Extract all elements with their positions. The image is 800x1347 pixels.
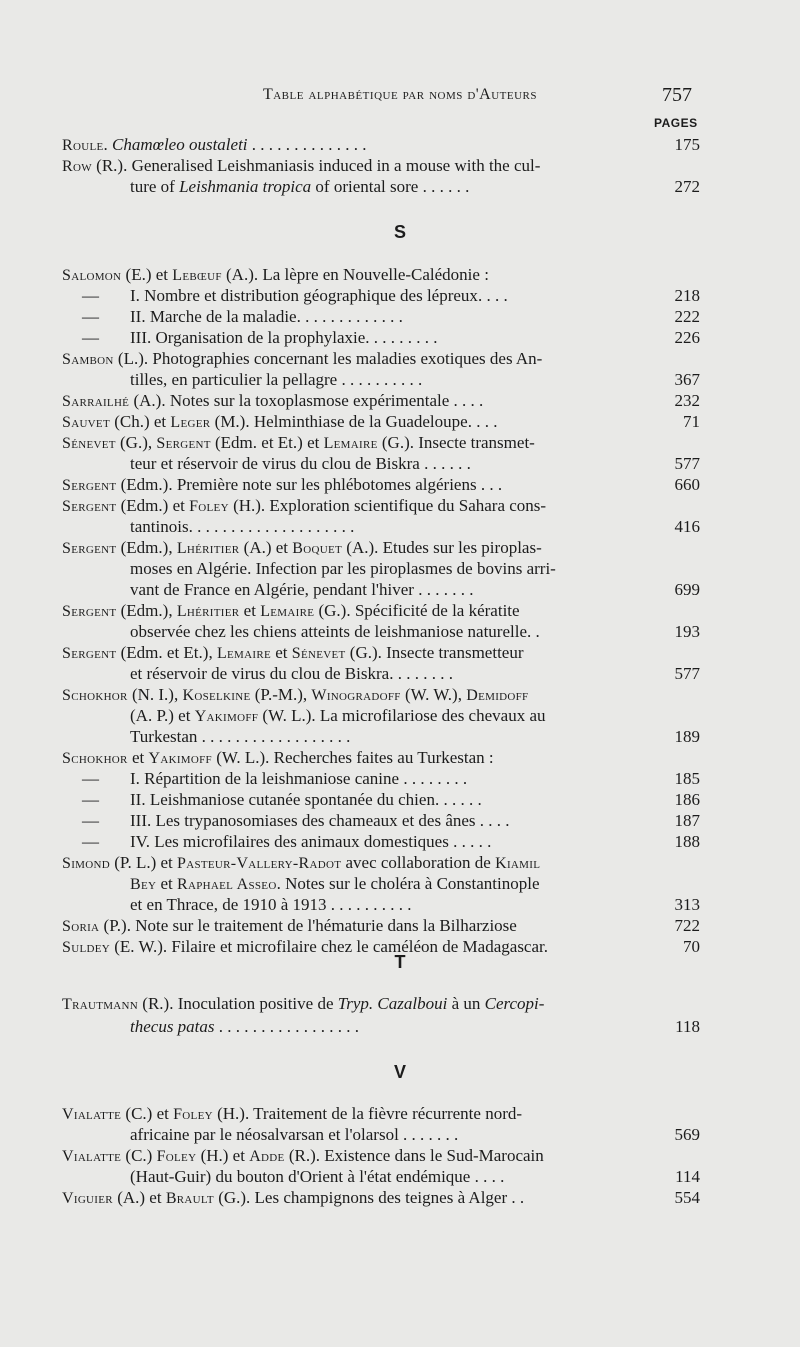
page-ref: 185 [674, 769, 700, 788]
entry-text: (A.). La lèpre en Nouvelle-Calédonie : [221, 265, 489, 284]
entry-text: (W. L.). La microfilariose des chevaux au [258, 706, 546, 725]
sub-entry: — I. Répartition de la leishmaniose canine . . . . . . . . 185 [82, 769, 700, 788]
index-entry-vialatte-1 [62, 1103, 700, 1124]
author-name: Bey [130, 876, 157, 893]
entry-text: (Edm.) et [116, 496, 190, 515]
entry-text: (C.) et [121, 1104, 174, 1123]
author-name: Pasteur-Vallery-Radot [177, 855, 342, 872]
author-name: Trautmann [62, 996, 139, 1013]
entry-text: (H.). Exploration scientifique du Sahara cons- [228, 496, 547, 515]
index-entry-sergent-3-cont [130, 558, 700, 579]
author-name: Lemaire [216, 645, 271, 662]
entry-text: (Edm.), [116, 538, 177, 557]
page-ref: 118 [675, 1017, 700, 1036]
index-entry-sergent-1: Sergent (Edm.). Première note sur les phlébotomes algériens . . . 660 [62, 475, 700, 494]
author-name: Leger [170, 414, 211, 431]
index-entry-sergent-5-cont: et réservoir de virus du clou de Biskra. . . . . . . . 577 [130, 664, 700, 683]
sub-entry: — I. Nombre et distribution géographique des lépreux. . . . 218 [82, 286, 700, 305]
index-entry-schokhor-1-cont: Turkestan . . . . . . . . . . . . . . . . . . 189 [130, 727, 700, 746]
page-number: 757 [662, 84, 692, 106]
running-title: Table alphabétique par noms d'Auteurs [262, 86, 538, 103]
entry-text: (M.). Helminthiase de la Guadeloupe [210, 412, 468, 431]
page-ref: 722 [674, 916, 700, 935]
page-ref: 577 [674, 664, 700, 683]
author-name: Salomon [62, 267, 122, 284]
index-entry-schokhor-1 [62, 684, 700, 705]
entry-text: moses en Algérie. Infection par les piroplasmes de bovins arri- [130, 559, 556, 578]
pages-column-label: PAGES [654, 116, 698, 130]
index-entry-sarrailhe: Sarrailhé (A.). Notes sur la toxoplasmose expérimentale . . . . 232 [62, 391, 700, 410]
author-name: Lebœuf [172, 267, 222, 284]
author-name: Yakimoff [148, 750, 212, 767]
index-entry-senevet-cont: teur et réservoir de virus du clou de Biskra . . . . . . 577 [130, 454, 700, 473]
index-entry-sergent-3-cont: vant de France en Algérie, pendant l'hiver . . . . . . . 699 [130, 580, 700, 599]
entry-text: (G.). Spécificité de la kératite [314, 601, 520, 620]
entry-text: à un [447, 994, 485, 1013]
author-name: Lhéritier [176, 603, 240, 620]
page-ref: 416 [674, 517, 700, 536]
page-ref: 218 [674, 286, 700, 305]
page-ref: 569 [674, 1125, 700, 1144]
index-entry-trautmann-cont: thecus patas . . . . . . . . . . . . . . . . . 118 [130, 1017, 700, 1036]
entry-text: IV. Les microfilaires des animaux domestiques [130, 832, 449, 851]
entry-text: of oriental sore [315, 177, 419, 196]
index-entry-vialatte-2-cont: (Haut-Guir) du bouton d'Orient à l'état endémique . . . . 114 [130, 1167, 700, 1186]
entry-text: teur et réservoir de virus du clou de Biskra [130, 454, 420, 473]
author-name: Sergent [62, 603, 117, 620]
entry-text: (W. W.), [400, 685, 467, 704]
author-name: Raphael Asseo [177, 876, 277, 893]
author-name: Sergent [156, 435, 211, 452]
entry-text: tantinois [130, 517, 189, 536]
index-entry-soria [62, 915, 700, 936]
entry-text: (Haut-Guir) du bouton d'Orient à l'état endémique [130, 1167, 471, 1186]
page-ref: 71 [683, 412, 700, 431]
author-name: Sergent [62, 477, 117, 494]
sub-entry: — III. Les trypanosomiases des chameaux et des ânes . . . . 187 [82, 811, 700, 830]
entry-text: (C.) [121, 1146, 157, 1165]
entry-text: et en Thrace, de 1910 à 1913 [130, 895, 327, 914]
entry-title: Tryp. Cazalboui [337, 994, 448, 1013]
entry-text: Turkestan [130, 727, 198, 746]
index-entry-sergent-4 [62, 600, 700, 621]
author-name: Sergent [62, 540, 117, 557]
entry-text: (H.) et [196, 1146, 250, 1165]
author-name: Sénevet [291, 645, 346, 662]
entry-text: et [156, 874, 178, 893]
author-name: Schokhor [62, 750, 128, 767]
index-entry-viguier: Viguier (A.) et Brault (G.). Les champignons des teignes à Alger . . 554 [62, 1188, 700, 1207]
page-ref: 187 [674, 811, 700, 830]
author-name: Sauvet [62, 414, 110, 431]
author-name: Lhéritier [176, 540, 240, 557]
author-name: Vialatte [62, 1148, 122, 1165]
entry-title: Chamœleo oustaleti [112, 135, 248, 154]
author-name: Lemaire [260, 603, 315, 620]
entry-text: (Edm.), [116, 601, 177, 620]
author-name: Roule [62, 137, 104, 154]
entry-text: (P.-M.), [250, 685, 312, 704]
index-entry-sergent-2-cont: tantinois. . . . . . . . . . . . . . . . . . . . 416 [130, 517, 700, 536]
entry-text: (Edm.). Première note sur les phlébotomes algériens [116, 475, 477, 494]
entry-text: observée chez les chiens atteints de leishmaniose naturelle [130, 622, 527, 641]
index-entry-simond-cont: et en Thrace, de 1910 à 1913 . . . . . . . . . . 313 [130, 895, 700, 914]
entry-text: (A.). Etudes sur les piroplas- [342, 538, 542, 557]
sub-entry: — IV. Les microfilaires des animaux domestiques . . . . . 188 [82, 832, 700, 851]
author-name: Brault [165, 1190, 214, 1207]
index-entry-vialatte-2 [62, 1145, 700, 1166]
entry-text: (H.). Traitement de la fièvre récurrente nord- [212, 1104, 523, 1123]
entry-text: (A.) et [112, 1188, 166, 1207]
entry-text: (A. P.) et [130, 706, 195, 725]
index-entry-schokhor-1-cont [130, 705, 700, 726]
entry-text: et réservoir de virus du clou de Biskra [130, 664, 390, 683]
author-name: Yakimoff [194, 708, 259, 725]
author-name: Kiamil [495, 855, 541, 872]
entry-text: africaine par le néosalvarsan et l'olarsol [130, 1125, 399, 1144]
author-name: Winogradoff [311, 687, 401, 704]
index-entry-salomon [62, 264, 700, 285]
entry-text: II. Leishmaniose cutanée spontanée du chien [130, 790, 435, 809]
entry-title: thecus patas [130, 1017, 215, 1036]
author-name: Foley [156, 1148, 197, 1165]
entry-text: (G.). Insecte transmet- [377, 433, 535, 452]
entry-text: (Ch.) et [109, 412, 171, 431]
entry-text: (A.). Notes sur la toxoplasmose expérimentale [129, 391, 450, 410]
page-ref: 189 [674, 727, 700, 746]
page-ref: 367 [674, 370, 700, 389]
index-entry-row-cont: ture of Leishmania tropica of oriental sore . . . . . . 272 [130, 177, 700, 196]
author-name: Row [62, 158, 92, 175]
entry-text: et [239, 601, 261, 620]
index-entry-sambon [62, 348, 700, 369]
page-ref: 193 [674, 622, 700, 641]
entry-text: (R.). Inoculation positive de [138, 994, 338, 1013]
index-entry-sergent-4-cont: observée chez les chiens atteints de leishmaniose naturelle. . 193 [130, 622, 700, 641]
page-ref: 232 [674, 391, 700, 410]
page-ref: 554 [674, 1188, 700, 1207]
page-ref: 577 [674, 454, 700, 473]
author-name: Koselkine [182, 687, 251, 704]
entry-text: et [127, 748, 149, 767]
page-ref: 186 [674, 790, 700, 809]
index-entry-schokhor-2 [62, 747, 700, 768]
author-name: Sergent [62, 498, 117, 515]
entry-text: ture of [130, 177, 175, 196]
entry-text: (G.), [115, 433, 157, 452]
entry-text: (N. I.), [127, 685, 183, 704]
entry-title: Cercopi- [484, 994, 545, 1013]
page-ref: 222 [674, 307, 700, 326]
author-name: Sergent [62, 645, 117, 662]
entry-text: III. Les trypanosomiases des chameaux et des ânes [130, 811, 476, 830]
page-ref: 660 [674, 475, 700, 494]
author-name: Vialatte [62, 1106, 122, 1123]
author-name: Sambon [62, 351, 114, 368]
index-entry-roule: Roule. Chamœleo oustaleti . . . . . . . . . . . . . . 175 [62, 135, 700, 154]
author-name: Lemaire [323, 435, 378, 452]
index-entry-row [62, 155, 700, 176]
entry-text: I. Répartition de la leishmaniose canine [130, 769, 400, 788]
page-ref: 272 [674, 177, 700, 196]
author-name: Simond [62, 855, 110, 872]
entry-text: (Edm. et Et.) et [210, 433, 324, 452]
entry-text: (Edm. et Et.), [116, 643, 217, 662]
index-entry-sergent-3 [62, 537, 700, 558]
entry-text: vant de France en Algérie, pendant l'hiver [130, 580, 414, 599]
entry-text: (R.). Generalised Leishmaniasis induced in a mouse with the cul- [96, 156, 541, 175]
author-name: Sénevet [62, 435, 116, 452]
author-name: Boquet [292, 540, 343, 557]
author-name: Suldey [62, 939, 110, 956]
author-name: Viguier [62, 1190, 113, 1207]
section-letter-t: T [394, 952, 406, 972]
page-ref: 175 [674, 135, 700, 154]
entry-text: II. Marche de la maladie [130, 307, 297, 326]
entry-text: tilles, en particulier la pellagre [130, 370, 338, 389]
page-ref: 114 [675, 1167, 700, 1186]
index-entry-senevet [62, 432, 700, 453]
entry-text: (W. L.). Recherches faites au Turkestan : [211, 748, 494, 767]
page-ref: 313 [674, 895, 700, 914]
page-ref: 699 [674, 580, 700, 599]
index-entry-trautmann [62, 993, 700, 1014]
index-entry-sergent-5 [62, 642, 700, 663]
author-name: Foley [189, 498, 229, 515]
page-ref: 188 [674, 832, 700, 851]
sub-entry: — III. Organisation de la prophylaxie. . . . . . . . . 226 [82, 328, 700, 347]
entry-text: avec collaboration de [341, 853, 496, 872]
index-entry-sambon-cont: tilles, en particulier la pellagre . . . . . . . . . . 367 [130, 370, 700, 389]
author-name: Soria [62, 918, 100, 935]
section-letter-v: V [393, 1062, 406, 1082]
entry-text: (P. L.) et [109, 853, 178, 872]
entry-text: (P.). Note sur le traitement de l'hématurie dans la Bilharziose [99, 916, 517, 935]
entry-text: (G.). Les champignons des teignes à Alger [213, 1188, 508, 1207]
author-name: Foley [173, 1106, 213, 1123]
entry-text: (R.). Existence dans le Sud-Marocain [284, 1146, 544, 1165]
author-name: Adde [249, 1148, 285, 1165]
index-entry-sergent-2 [62, 495, 700, 516]
entry-text: (A.) et [239, 538, 293, 557]
entry-text: (E.) et [121, 265, 173, 284]
entry-text: (L.). Photographies concernant les maladies exotiques des An- [113, 349, 543, 368]
page-ref: 226 [674, 328, 700, 347]
entry-text: et [271, 643, 292, 662]
author-name: Demidoff [466, 687, 529, 704]
entry-title: Leishmania tropica [179, 177, 312, 196]
entry-text: (E. W.). Filaire et microfilaire chez le caméléon de Madagascar. [109, 937, 548, 956]
sub-entry: — II. Leishmaniose cutanée spontanée du chien. . . . . . 186 [82, 790, 700, 809]
entry-text: III. Organisation de la prophylaxie [130, 328, 366, 347]
index-entry-simond-cont [130, 873, 700, 894]
index-entry-simond [62, 852, 700, 873]
section-letter-s: S [393, 222, 406, 242]
page-ref: 70 [683, 937, 700, 956]
author-name: Schokhor [62, 687, 128, 704]
index-entry-vialatte-1-cont: africaine par le néosalvarsan et l'olarsol . . . . . . . 569 [130, 1125, 700, 1144]
author-name: Sarrailhé [62, 393, 130, 410]
entry-text: (G.). Insecte transmetteur [345, 643, 524, 662]
sub-entry: — II. Marche de la maladie. . . . . . . . . . . . . 222 [82, 307, 700, 326]
entry-text: . Notes sur le choléra à Constantinople [276, 874, 540, 893]
index-entry-sauvet: Sauvet (Ch.) et Leger (M.). Helminthiase de la Guadeloupe. . . . 71 [62, 412, 700, 431]
entry-text: I. Nombre et distribution géographique des lépreux [130, 286, 478, 305]
